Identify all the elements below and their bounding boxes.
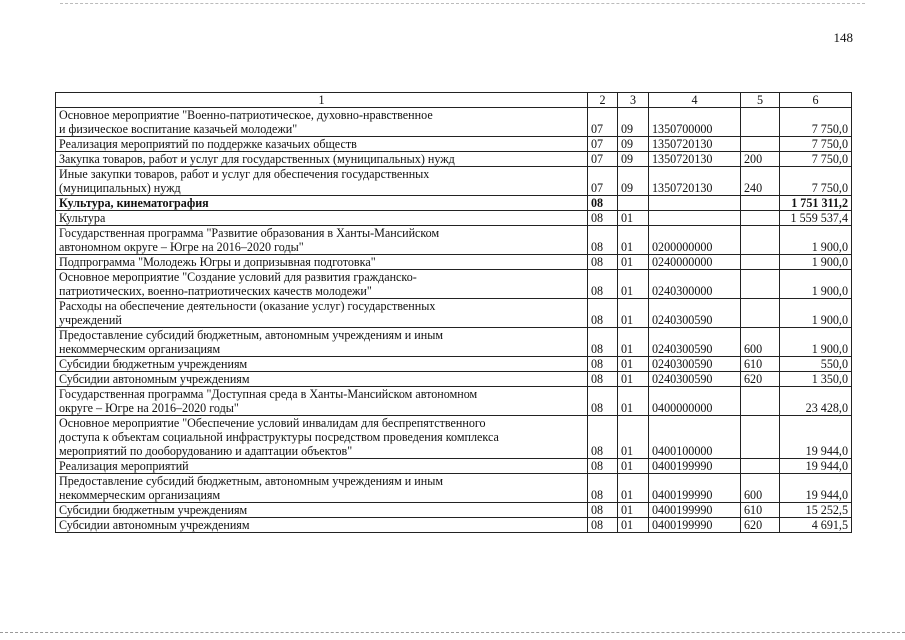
- table-row: [56, 167, 852, 196]
- table-row: [56, 270, 852, 299]
- row-expense-type: 620: [741, 372, 780, 387]
- row-amount: 23 428,0: [780, 387, 852, 416]
- row-target-code: 0240300590: [649, 328, 741, 357]
- row-section: 07: [588, 152, 618, 167]
- table-row: [56, 387, 852, 416]
- row-expense-type: [741, 416, 780, 459]
- row-subsection: 01: [618, 474, 649, 503]
- row-target-code: 1350720130: [649, 167, 741, 196]
- row-section: 08: [588, 255, 618, 270]
- row-subsection: 01: [618, 459, 649, 474]
- table-row: [56, 196, 852, 211]
- row-subsection: 09: [618, 152, 649, 167]
- row-subsection: 01: [618, 255, 649, 270]
- row-name: Предоставление субсидий бюджетным, автономным учреждениям и иным некоммерческим организациям: [56, 328, 588, 357]
- row-name: Основное мероприятие "Военно-патриотическое, духовно-нравственное и физическое воспитание казачьей молодежи": [56, 108, 588, 137]
- row-amount: 19 944,0: [780, 459, 852, 474]
- row-amount: 19 944,0: [780, 474, 852, 503]
- row-expense-type: [741, 226, 780, 255]
- row-amount: 1 900,0: [780, 299, 852, 328]
- header-col-6: 6: [780, 93, 852, 108]
- row-expense-type: 620: [741, 518, 780, 533]
- table-row: [56, 108, 852, 137]
- row-target-code: 1350700000: [649, 108, 741, 137]
- row-expense-type: 610: [741, 357, 780, 372]
- row-name: Реализация мероприятий: [56, 459, 588, 474]
- row-expense-type: 600: [741, 474, 780, 503]
- row-amount: 19 944,0: [780, 416, 852, 459]
- row-section: 08: [588, 328, 618, 357]
- row-target-code: 0240300000: [649, 270, 741, 299]
- row-section: 07: [588, 167, 618, 196]
- row-target-code: 0240300590: [649, 299, 741, 328]
- table-row: [56, 416, 852, 459]
- row-target-code: 0240300590: [649, 372, 741, 387]
- row-expense-type: [741, 211, 780, 226]
- row-amount: 550,0: [780, 357, 852, 372]
- row-target-code: 0400199990: [649, 503, 741, 518]
- row-amount: 1 900,0: [780, 255, 852, 270]
- row-expense-type: [741, 459, 780, 474]
- row-section: 08: [588, 196, 618, 211]
- row-name: Культура: [56, 211, 588, 226]
- header-col-1: 1: [56, 93, 588, 108]
- header-col-4: 4: [649, 93, 741, 108]
- table-row: [56, 255, 852, 270]
- table-row: [56, 152, 852, 167]
- table-row: [56, 459, 852, 474]
- row-section: 08: [588, 299, 618, 328]
- row-amount: 7 750,0: [780, 167, 852, 196]
- row-name: Субсидии бюджетным учреждениям: [56, 503, 588, 518]
- row-subsection: 01: [618, 299, 649, 328]
- row-target-code: 0400199990: [649, 474, 741, 503]
- row-expense-type: 200: [741, 152, 780, 167]
- row-amount: 4 691,5: [780, 518, 852, 533]
- row-name: Реализация мероприятий по поддержке казачьих обществ: [56, 137, 588, 152]
- row-name: Подпрограмма "Молодежь Югры и допризывная подготовка": [56, 255, 588, 270]
- row-name: Расходы на обеспечение деятельности (оказание услуг) государственных учреждений: [56, 299, 588, 328]
- budget-table: [55, 92, 852, 533]
- row-expense-type: 240: [741, 167, 780, 196]
- row-section: 08: [588, 270, 618, 299]
- row-subsection: 01: [618, 328, 649, 357]
- table-row: [56, 137, 852, 152]
- row-subsection: 01: [618, 357, 649, 372]
- top-scan-line: [60, 3, 865, 4]
- row-name: Субсидии автономным учреждениям: [56, 518, 588, 533]
- row-target-code: 0400199990: [649, 459, 741, 474]
- row-name: Субсидии автономным учреждениям: [56, 372, 588, 387]
- row-section: 08: [588, 357, 618, 372]
- row-name: Культура, кинематография: [56, 196, 588, 211]
- header-col-2: 2: [588, 93, 618, 108]
- row-amount: 1 900,0: [780, 328, 852, 357]
- row-section: 07: [588, 137, 618, 152]
- row-name: Основное мероприятие "Создание условий для развития гражданско- патриотических, военно-патриотических качеств молодежи": [56, 270, 588, 299]
- row-subsection: 01: [618, 503, 649, 518]
- row-target-code: 0400199990: [649, 518, 741, 533]
- row-amount: 1 559 537,4: [780, 211, 852, 226]
- row-name: Государственная программа "Развитие образования в Ханты-Мансийском автономном округе – Югре на 2016–2020 годы": [56, 226, 588, 255]
- row-amount: 1 900,0: [780, 226, 852, 255]
- row-amount: 15 252,5: [780, 503, 852, 518]
- row-section: 07: [588, 108, 618, 137]
- table-row: [56, 372, 852, 387]
- row-section: 08: [588, 416, 618, 459]
- row-target-code: 0400100000: [649, 416, 741, 459]
- table-row: [56, 518, 852, 533]
- row-target-code: 1350720130: [649, 152, 741, 167]
- row-section: 08: [588, 387, 618, 416]
- row-section: 08: [588, 503, 618, 518]
- table-row: [56, 328, 852, 357]
- row-target-code: [649, 196, 741, 211]
- row-expense-type: [741, 255, 780, 270]
- row-section: 08: [588, 459, 618, 474]
- row-amount: 7 750,0: [780, 152, 852, 167]
- table-row: [56, 503, 852, 518]
- table-row: [56, 299, 852, 328]
- row-subsection: 01: [618, 518, 649, 533]
- row-target-code: 0240300590: [649, 357, 741, 372]
- table-row: [56, 226, 852, 255]
- row-amount: 1 350,0: [780, 372, 852, 387]
- row-subsection: 01: [618, 270, 649, 299]
- row-target-code: [649, 211, 741, 226]
- row-amount: 7 750,0: [780, 137, 852, 152]
- row-subsection: 09: [618, 167, 649, 196]
- row-section: 08: [588, 518, 618, 533]
- row-section: 08: [588, 226, 618, 255]
- row-subsection: 01: [618, 372, 649, 387]
- table-row: [56, 357, 852, 372]
- table-row: [56, 474, 852, 503]
- row-section: 08: [588, 474, 618, 503]
- row-expense-type: [741, 270, 780, 299]
- row-expense-type: [741, 387, 780, 416]
- row-subsection: [618, 196, 649, 211]
- row-expense-type: [741, 299, 780, 328]
- row-name: Субсидии бюджетным учреждениям: [56, 357, 588, 372]
- row-name: Иные закупки товаров, работ и услуг для обеспечения государственных (муниципальных) нужд: [56, 167, 588, 196]
- row-target-code: 0240000000: [649, 255, 741, 270]
- row-expense-type: 610: [741, 503, 780, 518]
- row-target-code: 0400000000: [649, 387, 741, 416]
- row-name: Основное мероприятие "Обеспечение условий инвалидам для беспрепятственного доступа к объектам социальной инфраструктуры посредством проведения комплекса мероприятий по дооборудованию и адаптации объектов": [56, 416, 588, 459]
- row-subsection: 01: [618, 211, 649, 226]
- row-expense-type: [741, 196, 780, 211]
- row-name: Предоставление субсидий бюджетным, автономным учреждениям и иным некоммерческим организациям: [56, 474, 588, 503]
- row-subsection: 01: [618, 226, 649, 255]
- row-amount: 1 900,0: [780, 270, 852, 299]
- bottom-scan-line: [0, 632, 905, 633]
- row-expense-type: 600: [741, 328, 780, 357]
- row-subsection: 09: [618, 137, 649, 152]
- table-row: [56, 211, 852, 226]
- row-expense-type: [741, 137, 780, 152]
- row-subsection: 01: [618, 387, 649, 416]
- row-amount: 1 751 311,2: [780, 196, 852, 211]
- row-target-code: 0200000000: [649, 226, 741, 255]
- row-section: 08: [588, 372, 618, 387]
- row-name: Закупка товаров, работ и услуг для государственных (муниципальных) нужд: [56, 152, 588, 167]
- row-subsection: 01: [618, 416, 649, 459]
- row-target-code: 1350720130: [649, 137, 741, 152]
- row-section: 08: [588, 211, 618, 226]
- row-expense-type: [741, 108, 780, 137]
- row-amount: 7 750,0: [780, 108, 852, 137]
- table-header-row: [56, 93, 852, 108]
- header-col-3: 3: [618, 93, 649, 108]
- row-subsection: 09: [618, 108, 649, 137]
- row-name: Государственная программа "Доступная среда в Ханты-Мансийском автономном округе – Югре на 2016–2020 годы": [56, 387, 588, 416]
- page-number: 148: [833, 30, 853, 45]
- header-col-5: 5: [741, 93, 780, 108]
